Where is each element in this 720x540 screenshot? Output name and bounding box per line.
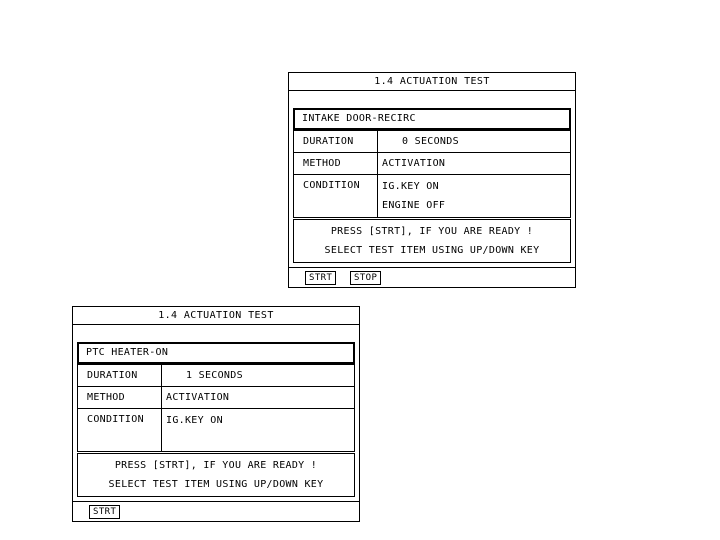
message-line: PRESS [STRT], IF YOU ARE READY ! — [330, 226, 534, 237]
start-button[interactable]: STRT — [89, 505, 120, 519]
method-label: METHOD — [78, 387, 162, 409]
method-value: ACTIVATION — [166, 392, 230, 403]
test-item-panel — [293, 108, 571, 218]
condition-line: IG.KEY ON — [382, 181, 439, 192]
duration-label: DURATION — [294, 131, 378, 153]
condition-line: IG.KEY ON — [166, 415, 223, 426]
condition-row — [78, 408, 354, 452]
condition-label: CONDITION — [78, 409, 162, 452]
soft-key-bar — [73, 501, 359, 523]
method-label: METHOD — [294, 153, 378, 175]
screen-title: 1.4 ACTUATION TEST — [73, 307, 359, 325]
duration-row — [294, 130, 570, 153]
message-line: SELECT TEST ITEM USING UP/DOWN KEY — [108, 479, 324, 490]
condition-row — [294, 174, 570, 218]
instruction-message — [77, 453, 355, 497]
stop-button[interactable]: STOP — [350, 271, 381, 285]
condition-value — [166, 411, 223, 430]
condition-value — [382, 177, 445, 215]
start-button[interactable]: STRT — [305, 271, 336, 285]
message-line: SELECT TEST ITEM USING UP/DOWN KEY — [324, 245, 540, 256]
selected-test-item[interactable]: PTC HEATER-ON — [77, 342, 355, 364]
actuation-test-screen-intake-door — [288, 72, 576, 288]
duration-label: DURATION — [78, 365, 162, 387]
method-row — [294, 152, 570, 175]
method-value: ACTIVATION — [382, 158, 446, 169]
duration-value: 1 SECONDS — [186, 370, 243, 381]
soft-key-bar — [289, 267, 575, 289]
method-row — [78, 386, 354, 409]
message-line: PRESS [STRT], IF YOU ARE READY ! — [114, 460, 318, 471]
screen-title: 1.4 ACTUATION TEST — [289, 73, 575, 91]
duration-row — [78, 364, 354, 387]
actuation-test-screen-ptc-heater — [72, 306, 360, 522]
test-item-panel — [77, 342, 355, 452]
instruction-message — [293, 219, 571, 263]
condition-label: CONDITION — [294, 175, 378, 218]
condition-line: ENGINE OFF — [382, 200, 446, 211]
selected-test-item[interactable]: INTAKE DOOR-RECIRC — [293, 108, 571, 130]
duration-value: 0 SECONDS — [402, 136, 459, 147]
